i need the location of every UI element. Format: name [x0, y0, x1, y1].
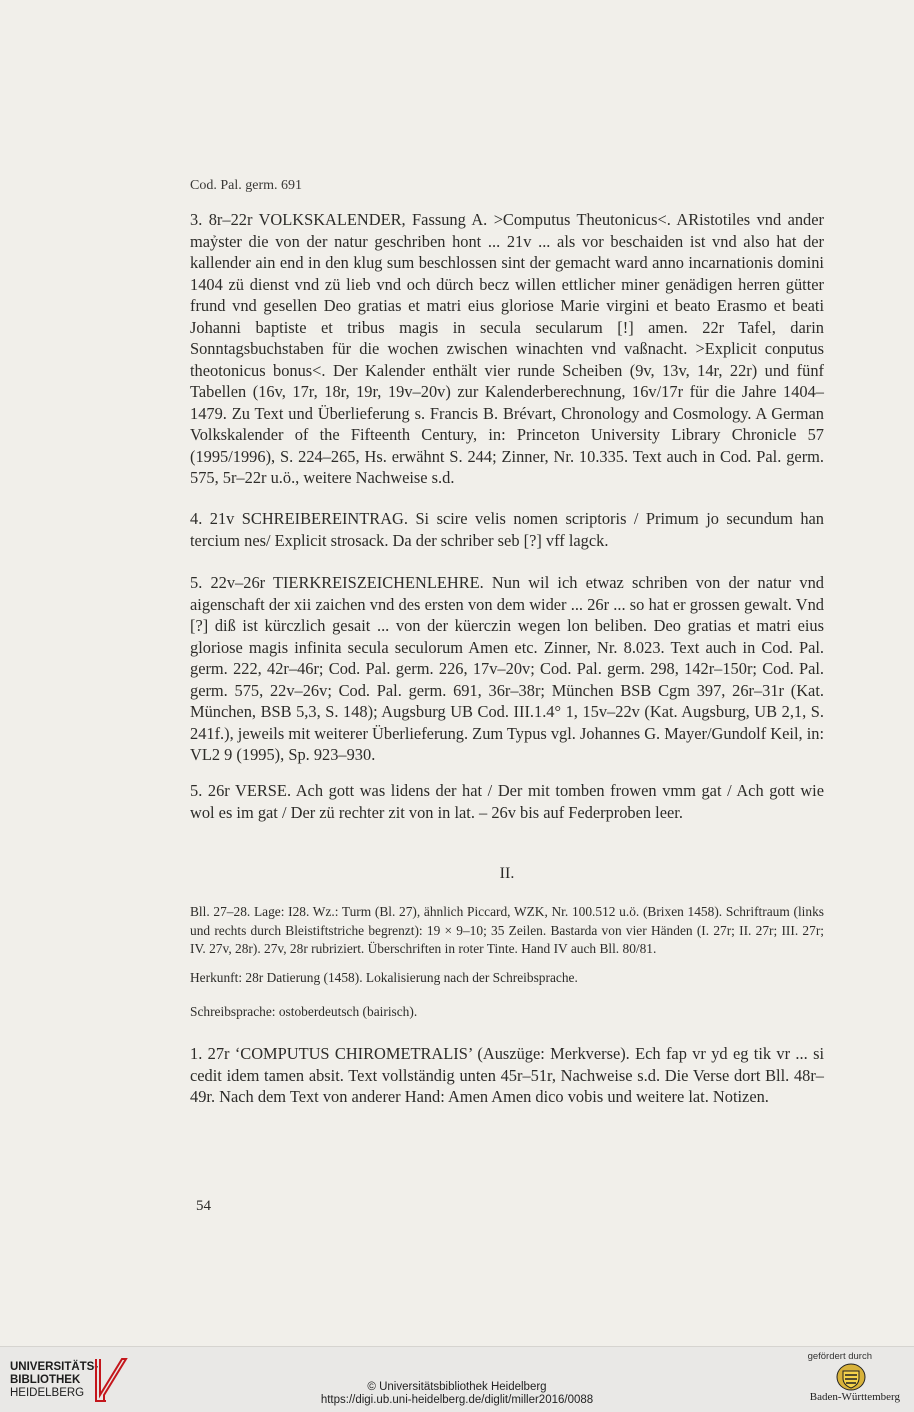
page-number: 54 — [196, 1198, 211, 1214]
entry-5-verse: 5. 26r VERSE. Ach gott was lidens der hat / Der mit tomben frowen vmm gat / Ach gott wie wol es im gat / Der zü rechter zit von in lat. – 26v bis auf Federproben leer. — [190, 781, 824, 822]
logo-line-2: BIBLIOTHEK — [10, 1374, 81, 1386]
herkunft-note: Herkunft: 28r Datierung (1458). Lokalisierung nach der Schreibsprache. — [190, 970, 578, 985]
sponsor-label: gefördert durch — [807, 1351, 872, 1362]
codex-description: Bll. 27–28. Lage: I28. Wz.: Turm (Bl. 27), ähnlich Piccard, WZK, Nr. 100.512 u.ö. (Brixen 1458). Schriftraum (links und rechts durch Bleistiftstriche begrenzt): 19 × 9–10; 35 Zeilen. Bastarda von vier Händen (I. 27r; II. 27r; III. 27r; IV. 27v, 28r). 27v, 28r rubriziert. Überschriften in roter Tinte. Hand IV auch Bll. 80/81. — [190, 904, 824, 956]
section-heading: II. — [499, 865, 515, 882]
logo-line-3: HEIDELBERG — [10, 1387, 85, 1399]
state-crest-icon — [836, 1363, 866, 1391]
entry-4-schreibereintrag: 4. 21v SCHREIBEREINTRAG. Si scire velis nomen scriptoris / Primum jo secundum han tercium nes/ Explicit strosack. Da der schriber seb [?] vff lagck. — [190, 509, 824, 550]
viewer-footer — [0, 1346, 914, 1412]
entry-5-tierkreiszeichenlehre: 5. 22v–26r TIERKREISZEICHENLEHRE. Nun wil ich etwaz schriben von der natur vnd aigenschaft der xii zaichen vnd des ersten von dem wider ... 26r ... so hat er grossen gewalt. Vnd [?] diß ist kürczlich gesait ... von der küerczin wegen lon beliben. Deo gratias et matri eius gloriose magis infinita secula seculorum Amen etc. Zinner, Nr. 8.023. Text auch in Cod. Pal. germ. 222, 42r–46r; Cod. Pal. germ. 226, 17v–20v; Cod. Pal. germ. 298, 142r–150r; Cod. Pal. germ. 575, 22v–26v; Cod. Pal. germ. 691, 36r–38r; München BSB Cgm 397, 26r–31r (Kat. München, BSB 5,3, S. 148); Augsburg UB Cod. III.1.4° 1, 15v–22v (Kat. Augsburg, UB 2,1, S. 241f.), jeweils mit weiterer Überlieferung. Zum Typus vgl. Johannes G. Mayer/Gundolf Keil, in: VL2 9 (1995), Sp. 923–930. — [190, 573, 824, 764]
entry-3-volkskalender: 3. 8r–22r VOLKSKALENDER, Fassung A. >Computus Theutonicus<. ARistotiles vnd ander maỷster die von der natur geschriben hont ... 21v ... als vor beschaiden ist vnd also hat der kallender ain end in den klug sum beschlossen sint der gemacht ward anno incarnationis domini 1404 zü dienst vnd zü lieb vnd och dürch becz willen ettlicher miner genädigen herren gütter frund vnd gesellen Deo gratias et matri eius gloriose Marie virgini et beato Erasmo et beati Johanni baptiste et tribus magis in secula secularum [!] amen. 22r Tafel, darin Sonntagsbuchstaben für die wochen zwischen winachten vnd vaßnacht. >Explicit conputus theotonicus bonus<. Der Kalender enthält vier runde Scheiben (9v, 13v, 14r, 22r) und fünf Tabellen (16v, 17r, 18r, 19r, 19v–20v) zur Kalenderberechnung, 16v/17r für die Jahre 1404–1479. Zu Text und Überlieferung s. Francis B. Brévart, Chronology and Cosmology. A German Volkskalender of the Fifteenth Century, in: Princeton University Library Chronicle 57 (1995/1996), S. 224–265, Hs. erwähnt S. 244; Zinner, Nr. 10.335. Text auch in Cod. Pal. germ. 575, 5r–22r u.ö., weitere Nachweise s.d. — [190, 210, 824, 487]
sponsor-name: Baden-Württemberg — [809, 1391, 900, 1403]
schreibsprache-note: Schreibsprache: ostoberdeutsch (bairisch). — [190, 1004, 418, 1019]
copyright-text: © Universitätsbibliothek Heidelberg — [367, 1381, 547, 1393]
page-header: Cod. Pal. germ. 691 — [190, 178, 302, 193]
permalink-url[interactable]: https://digi.ub.uni-heidelberg.de/diglit/miller2016/0088 — [320, 1394, 594, 1406]
copyright-block — [0, 1381, 914, 1407]
logo-line-1: UNIVERSITÄTS- — [10, 1361, 99, 1373]
entry-1-computus: 1. 27r ‘COMPUTUS CHIROMETRALIS’ (Auszüge: Merkverse). Ech fap vr yd eg tik vr ... si cedit idem tamen absit. Text vollständig unten 45r–51r, Nachweise s.d. Die Verse dort Bll. 48r–49r. Nach dem Text von anderer Hand: Amen Amen dico vobis und weitere lat. Notizen. — [190, 1044, 824, 1106]
